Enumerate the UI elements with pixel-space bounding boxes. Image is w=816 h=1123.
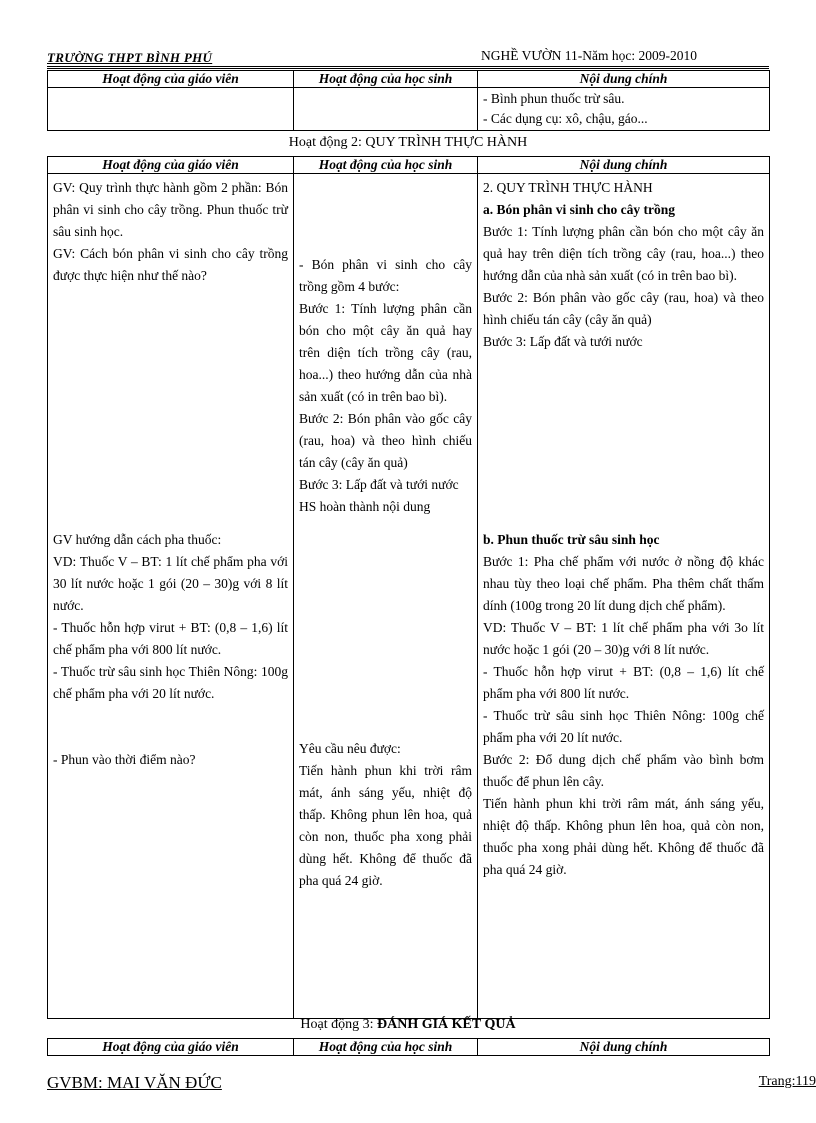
col-header-content: Nội dung chính xyxy=(478,1039,770,1056)
materials-line: - Bình phun thuốc trừ sâu. xyxy=(483,91,625,106)
content-cell xyxy=(478,88,770,131)
footer-page xyxy=(759,1074,816,1090)
procedure-table xyxy=(47,156,770,1019)
student-text: - Bón phân vi sinh cho cây trồng gồm 4 bước: xyxy=(299,257,472,294)
teacher-text: - Phun vào thời điểm nào? xyxy=(53,752,196,767)
col-header-teacher: Hoạt động của giáo viên xyxy=(48,1039,294,1056)
content-text: VD: Thuốc V – BT: 1 lít chế phẩm pha với 3o lít nước hoặc 1 gói (20 – 30)g với 8 lít nước. xyxy=(483,620,764,657)
col-header-content: Nội dung chính xyxy=(478,71,770,88)
subsection-heading: b. Phun thuốc trừ sâu sinh học xyxy=(483,532,660,547)
col-header-student: Hoạt động của học sinh xyxy=(294,1039,478,1056)
teacher-column xyxy=(48,174,294,1019)
section-heading: 2. QUY TRÌNH THỰC HÀNH xyxy=(483,180,653,195)
footer-teacher-label: GVBM: xyxy=(47,1073,107,1092)
footer-teacher xyxy=(47,1073,222,1093)
teacher-text: GV hướng dẫn cách pha thuốc: xyxy=(53,532,222,547)
materials-table xyxy=(47,70,770,131)
activity-3-title: ĐÁNH GIÁ KẾT QUẢ xyxy=(377,1017,516,1032)
col-header-student: Hoạt động của học sinh xyxy=(294,157,478,174)
col-header-teacher: Hoạt động của giáo viên xyxy=(48,71,294,88)
student-cell xyxy=(294,88,478,131)
header-rule-2 xyxy=(47,68,769,69)
subsection-heading: a. Bón phân vi sinh cho cây trồng xyxy=(483,202,676,217)
teacher-text: - Thuốc hỗn hợp virut + BT: (0,8 – 1,6) lít chế phẩm pha với 800 lít nước. xyxy=(53,620,288,657)
teacher-cell xyxy=(48,88,294,131)
student-text: Yêu cầu nêu được: xyxy=(299,741,401,756)
activity-3-prefix: Hoạt động 3: xyxy=(300,1017,377,1032)
activity-3-heading xyxy=(47,1017,769,1033)
student-text: Tiến hành phun khi trời râm mát, ánh sáng yếu, nhiệt độ thấp. Không phun lên hoa, quả còn non, thuốc pha xong phải dùng hết. Không để thuốc đã pha quá 24 giờ. xyxy=(299,763,472,888)
content-text: Bước 2: Bón phân vào gốc cây (rau, hoa) và theo hình chiếu tán cây (cây ăn quả) xyxy=(483,290,764,327)
teacher-text: - Thuốc trừ sâu sinh học Thiên Nông: 100g chế phẩm pha với 20 lít nước. xyxy=(53,664,288,701)
teacher-text: VD: Thuốc V – BT: 1 lít chế phẩm pha với 30 lít nước hoặc 1 gói (20 – 30)g với 8 lít nước. xyxy=(53,554,288,613)
activity-2-title: QUY TRÌNH THỰC HÀNH xyxy=(365,135,528,150)
col-header-content: Nội dung chính xyxy=(478,157,770,174)
footer-page-label: Trang: xyxy=(758,1074,796,1089)
col-header-student: Hoạt động của học sinh xyxy=(294,71,478,88)
header-rule xyxy=(47,66,769,67)
content-text: Bước 1: Tính lượng phân cần bón cho một cây ăn quả hay trên diện tích trồng cây (rau, hoa...) theo hướng dẫn của nhà sản xuất (có in trên bao bì). xyxy=(483,224,764,283)
content-text: - Thuốc trừ sâu sinh học Thiên Nông: 100g chế phẩm pha với 20 lít nước. xyxy=(483,708,764,745)
content-text: Bước 1: Pha chế phẩm với nước ở nồng độ khác nhau tùy theo loại chế phẩm. Pha thêm chất thấm dính (100g trong 20 lít dung dịch chế phẩm). xyxy=(483,554,764,613)
content-text: - Thuốc hỗn hợp virut + BT: (0,8 – 1,6) lít chế phẩm pha với 800 lít nước. xyxy=(483,664,764,701)
content-text: Bước 2: Đổ dung dịch chế phẩm vào bình bơm thuốc để phun lên cây. xyxy=(483,752,764,789)
footer-teacher-name: MAI VĂN ĐỨC xyxy=(106,1073,222,1092)
content-text: Tiến hành phun khi trời râm mát, ánh sáng yếu, nhiệt độ thấp. Không phun lên hoa, quả còn non, thuốc pha xong phải dùng hết. Không để thuốc đã pha quá 24 giờ. xyxy=(483,796,764,877)
teacher-text: GV: Quy trình thực hành gồm 2 phần: Bón phân vi sinh cho cây trồng. Phun thuốc trừ sâu sinh học. xyxy=(53,180,288,239)
content-text: Bước 3: Lấp đất và tưới nước xyxy=(483,334,643,349)
content-column xyxy=(478,174,770,1019)
student-text: Bước 3: Lấp đất và tưới nước xyxy=(299,477,459,492)
student-text: Bước 2: Bón phân vào gốc cây (rau, hoa) và theo hình chiếu tán cây (cây ăn quả) xyxy=(299,411,472,470)
evaluation-table xyxy=(47,1038,770,1056)
col-header-teacher: Hoạt động của giáo viên xyxy=(48,157,294,174)
student-text: HS hoàn thành nội dung xyxy=(299,499,431,514)
footer-page-number: 119 xyxy=(795,1074,816,1089)
student-text: Bước 1: Tính lượng phân cần bón cho một cây ăn quả hay trên diện tích trồng cây (rau, hoa...) theo hướng dẫn của nhà sản xuất (có in trên bao bì). xyxy=(299,301,472,404)
materials-line: - Các dụng cụ: xô, chậu, gáo... xyxy=(483,111,648,126)
teacher-text: GV: Cách bón phân vi sinh cho cây trồng được thực hiện như thế nào? xyxy=(53,246,288,283)
course-info: NGHỀ VƯỜN 11-Năm học: 2009-2010 xyxy=(481,48,697,63)
student-column xyxy=(294,174,478,1019)
activity-2-prefix: Hoạt động 2: xyxy=(288,135,366,150)
activity-2-heading xyxy=(47,135,769,151)
school-name: TRƯỜNG THPT BÌNH PHÚ xyxy=(47,50,213,65)
